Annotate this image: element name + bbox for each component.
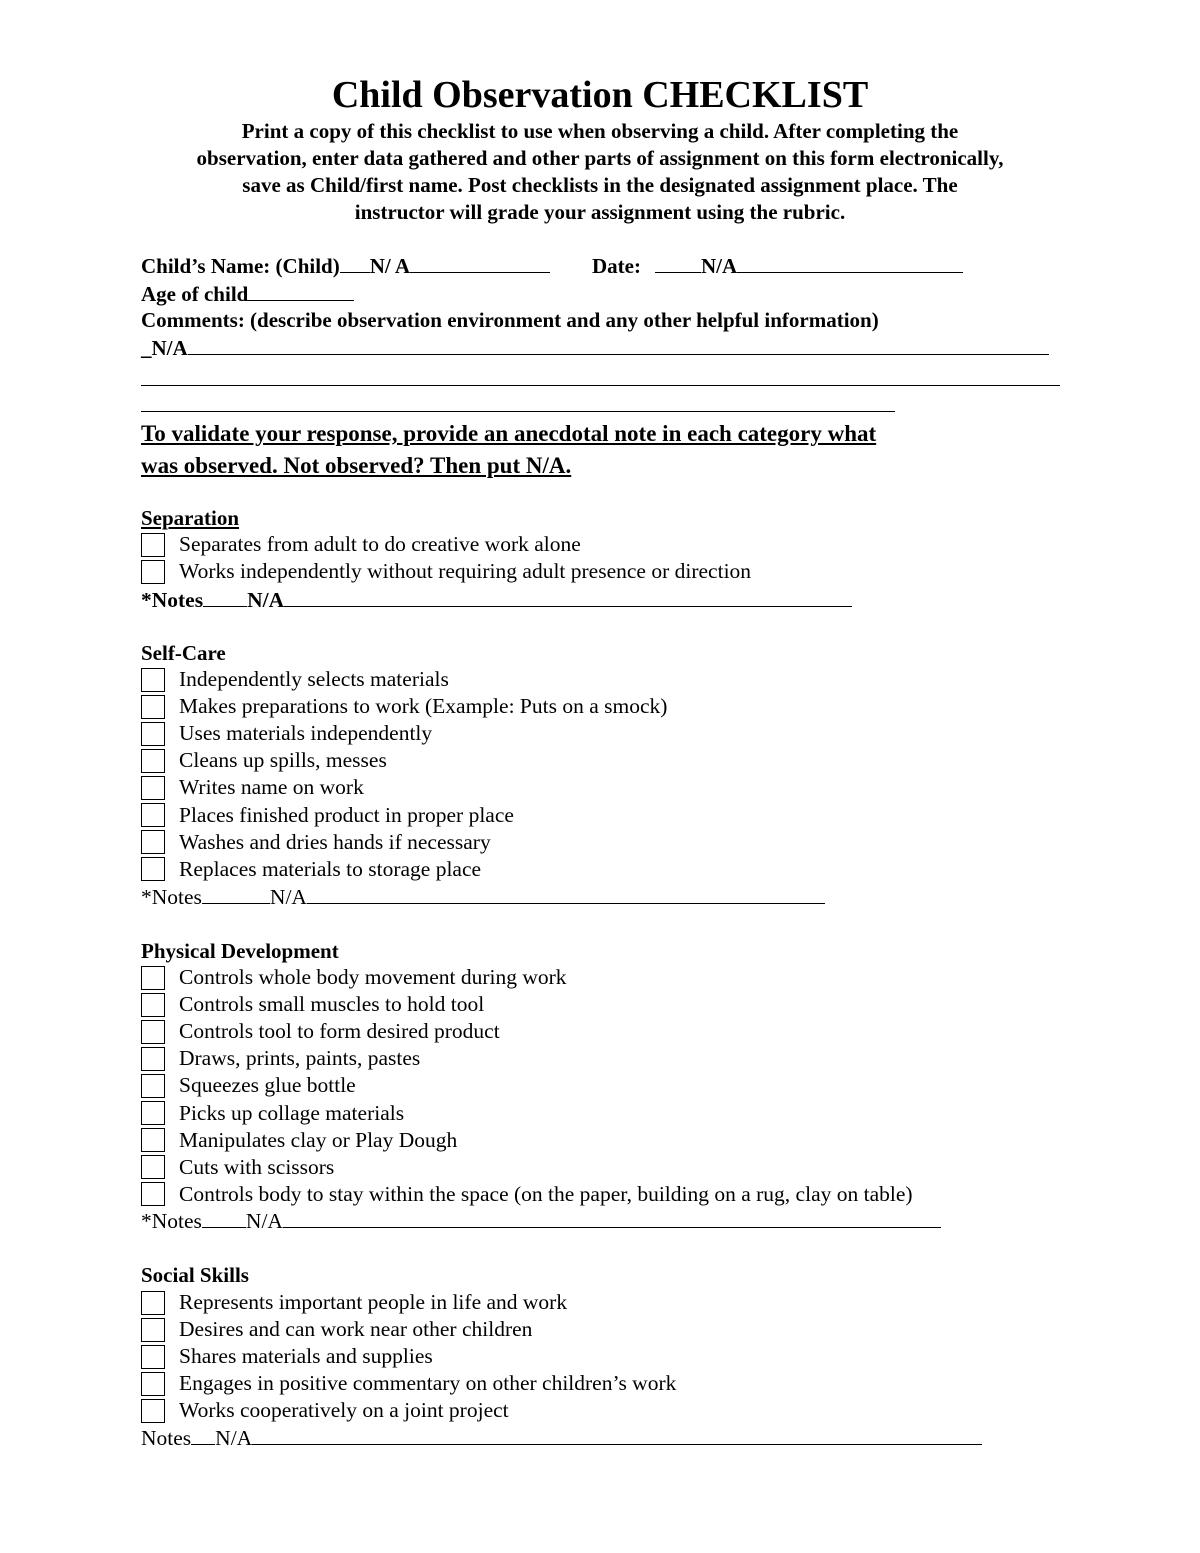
notes-field[interactable] [202, 884, 270, 904]
validation-line: To validate your response, provide an anecdotal note in each category what [141, 421, 877, 446]
social-skills-items [141, 1289, 676, 1424]
item-label: Cuts with scissors [179, 1154, 335, 1179]
date-value: N/A [700, 254, 738, 278]
notes-field[interactable] [283, 1208, 941, 1228]
checklist-item [141, 801, 667, 828]
item-label: Separates from adult to do creative work alone [179, 532, 581, 557]
date-field[interactable] [655, 252, 701, 273]
section-title-self-care: Self-Care [141, 641, 226, 665]
section-title-physical-development: Physical Development [141, 939, 339, 963]
checklist-item [141, 1045, 913, 1072]
age-label: Age of child [141, 282, 249, 306]
checkbox[interactable] [141, 1128, 165, 1152]
checklist-item [141, 774, 667, 801]
checkbox[interactable] [141, 1182, 165, 1206]
checklist-item [141, 1018, 913, 1045]
checklist-item [141, 1127, 913, 1154]
checklist-item [141, 1370, 676, 1397]
item-label: Shares materials and supplies [179, 1344, 433, 1369]
item-label: Replaces materials to storage place [179, 856, 482, 881]
checkbox[interactable] [141, 533, 165, 557]
notes-field[interactable] [252, 1425, 982, 1445]
notes-label: *Notes [141, 885, 202, 909]
item-label: Engages in positive commentary on other children’s work [179, 1371, 677, 1396]
notes-value: N/A [215, 1426, 253, 1450]
checklist-item [141, 1072, 913, 1099]
notes-label: *Notes [141, 1209, 202, 1233]
item-label: Controls small muscles to hold tool [179, 992, 485, 1017]
child-info-row [141, 252, 963, 280]
checklist-item [141, 531, 751, 558]
date-label: Date: [592, 254, 641, 278]
notes-field[interactable] [203, 587, 247, 607]
item-label: Represents important people in life and work [179, 1290, 568, 1315]
checklist-item [141, 964, 913, 991]
checklist-item [141, 1397, 676, 1424]
social-skills-notes [141, 1425, 982, 1452]
item-label: Washes and dries hands if necessary [179, 829, 491, 854]
self-care-items [141, 666, 667, 883]
notes-value: N/A [269, 885, 307, 909]
checkbox[interactable] [141, 1372, 165, 1396]
checklist-item [141, 720, 667, 747]
item-label: Makes preparations to work (Example: Puts on a smock) [179, 694, 668, 719]
checkbox[interactable] [141, 668, 165, 692]
item-label: Works independently without requiring adult presence or direction [179, 559, 752, 584]
comments-label: Comments: (describe observation environment and any other helpful information) [141, 308, 879, 332]
item-label: Squeezes glue bottle [179, 1073, 356, 1098]
item-label: Cleans up spills, messes [179, 748, 387, 773]
item-label: Controls tool to form desired product [179, 1019, 500, 1044]
item-label: Desires and can work near other children [179, 1317, 533, 1342]
checkbox[interactable] [141, 1047, 165, 1071]
item-label: Picks up collage materials [179, 1100, 405, 1125]
checkbox[interactable] [141, 1074, 165, 1098]
item-label: Uses materials independently [179, 721, 433, 746]
checklist-item [141, 558, 751, 585]
age-row [141, 280, 354, 308]
notes-label: *Notes [141, 588, 204, 612]
comments-value: _N/A [141, 336, 188, 360]
instructions [130, 118, 1070, 226]
checklist-item [141, 1099, 913, 1126]
checkbox[interactable] [141, 722, 165, 746]
checkbox[interactable] [141, 830, 165, 854]
checklist-item [141, 1289, 676, 1316]
checkbox[interactable] [141, 695, 165, 719]
separation-notes [141, 587, 852, 614]
checkbox[interactable] [141, 857, 165, 881]
checklist-item [141, 1343, 676, 1370]
checklist-item [141, 829, 667, 856]
checklist-item [141, 856, 667, 883]
item-label: Independently selects materials [179, 667, 449, 692]
self-care-notes [141, 884, 825, 911]
checkbox[interactable] [141, 776, 165, 800]
notes-value: N/A [247, 588, 285, 612]
checkbox[interactable] [141, 1291, 165, 1315]
child-name-label: Child’s Name: (Child) [141, 254, 340, 278]
item-label: Places finished product in proper place [179, 802, 514, 827]
age-field[interactable] [248, 280, 354, 301]
physical-development-items [141, 964, 913, 1208]
instructions-line: Print a copy of this checklist to use when observing a child. After completing the [241, 119, 959, 143]
item-label: Manipulates clay or Play Dough [179, 1127, 458, 1152]
item-label: Controls body to stay within the space (on the paper, building on a rug, clay on table) [179, 1181, 913, 1206]
checklist-item [141, 693, 667, 720]
checkbox[interactable] [141, 966, 165, 990]
instructions-line: instructor will grade your assignment using the rubric. [354, 200, 846, 224]
validation-note [141, 418, 1041, 482]
comments-line[interactable] [141, 385, 1060, 386]
child-name-field[interactable] [410, 252, 550, 273]
checkbox[interactable] [141, 1020, 165, 1044]
checklist-item [141, 666, 667, 693]
comments-line[interactable] [141, 411, 895, 412]
validation-line: was observed. Not observed? Then put N/A. [141, 453, 572, 478]
child-name-field[interactable] [340, 252, 370, 273]
instructions-line: save as Child/first name. Post checklists in the designated assignment place. The [242, 173, 958, 197]
comments-field[interactable] [188, 334, 1049, 355]
item-label: Controls whole body movement during work [179, 965, 567, 990]
separation-items [141, 531, 751, 585]
page-title: Child Observation CHECKLIST [331, 74, 869, 116]
notes-label: Notes [141, 1426, 192, 1450]
checkbox[interactable] [141, 1399, 165, 1423]
checklist-item [141, 1181, 913, 1208]
checklist-item [141, 1154, 913, 1181]
checkbox[interactable] [141, 1318, 165, 1342]
checklist-item [141, 991, 913, 1018]
notes-field[interactable] [307, 884, 825, 904]
item-label: Works cooperatively on a joint project [179, 1398, 509, 1423]
section-title-separation: Separation [141, 506, 240, 530]
checkbox[interactable] [141, 749, 165, 773]
notes-value: N/A [245, 1209, 283, 1233]
checkbox[interactable] [141, 560, 165, 584]
checkbox[interactable] [141, 803, 165, 827]
checkbox[interactable] [141, 993, 165, 1017]
section-title-social-skills: Social Skills [141, 1263, 249, 1287]
physical-development-notes [141, 1208, 941, 1235]
checklist-item [141, 1316, 676, 1343]
notes-field[interactable] [284, 587, 852, 607]
comments-row [141, 334, 1049, 362]
notes-field[interactable] [202, 1208, 246, 1228]
instructions-line: observation, enter data gathered and other parts of assignment on this form electronically, [196, 146, 1004, 170]
child-name-value: N/ A [369, 254, 410, 278]
date-field[interactable] [737, 252, 963, 273]
notes-field[interactable] [191, 1425, 215, 1445]
checkbox[interactable] [141, 1345, 165, 1369]
checkbox[interactable] [141, 1155, 165, 1179]
checkbox[interactable] [141, 1101, 165, 1125]
item-label: Draws, prints, paints, pastes [179, 1046, 421, 1071]
item-label: Writes name on work [179, 775, 364, 800]
checklist-item [141, 747, 667, 774]
